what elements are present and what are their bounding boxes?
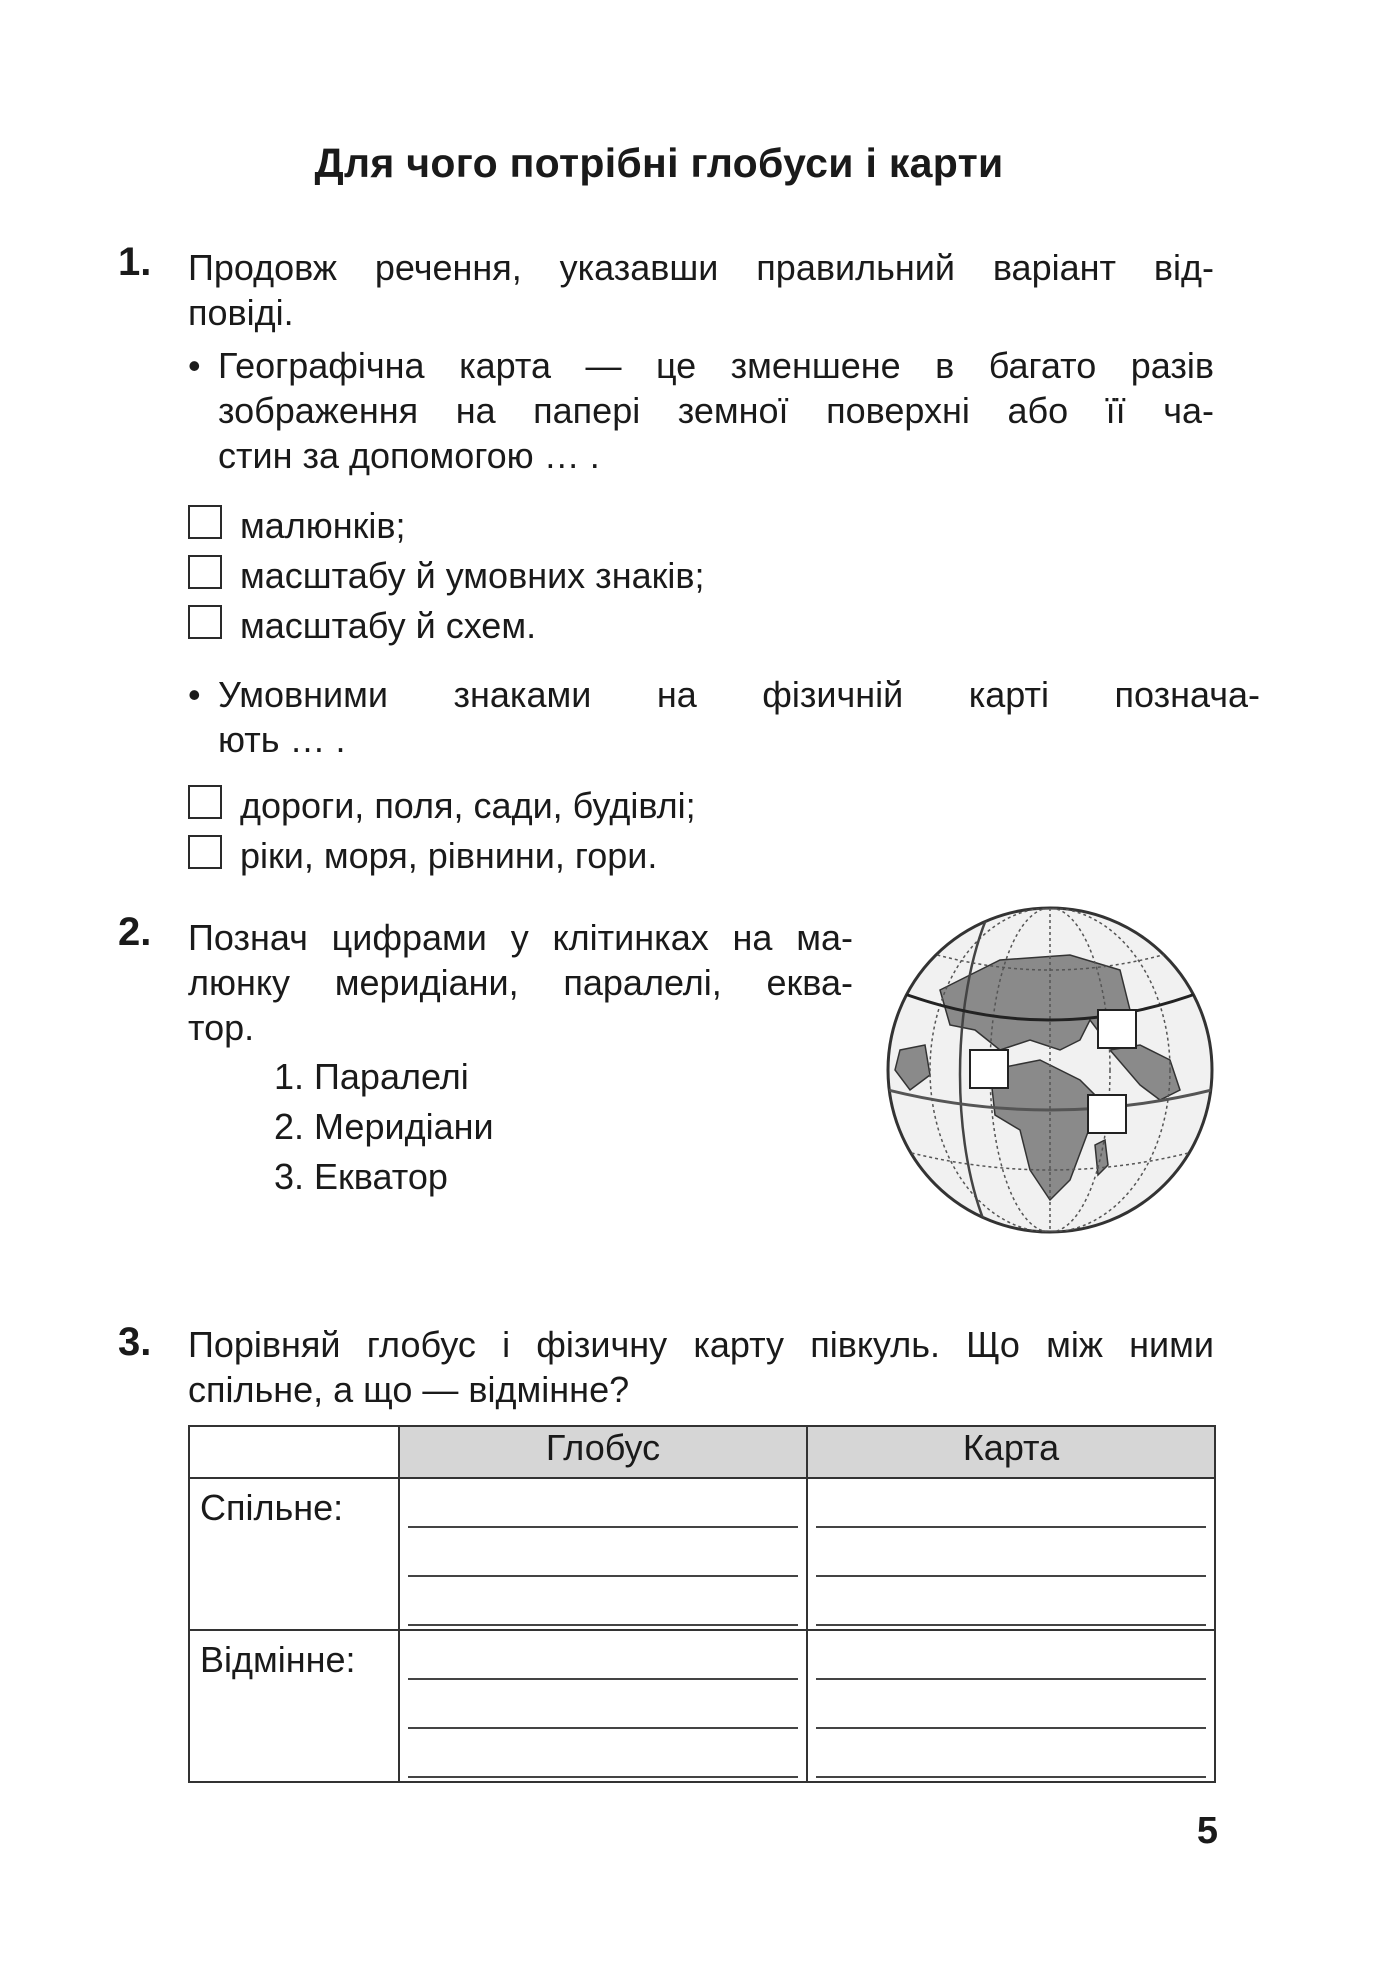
globe-label-box-3[interactable]: [1088, 1095, 1126, 1133]
option-label-3: масштабу й схем.: [240, 605, 537, 646]
question-3-number: 3.: [118, 1320, 152, 1364]
legend-item-parallels: 1. Паралелі: [274, 1056, 469, 1097]
option-checkbox-3[interactable]: [188, 605, 222, 639]
globe-label-box-2[interactable]: [1098, 1010, 1136, 1048]
option-checkbox-2[interactable]: [188, 555, 222, 589]
option-checkbox-4[interactable]: [188, 785, 222, 819]
table-header-globe: Глобус: [399, 1426, 807, 1478]
question-1-number: 1.: [118, 240, 152, 284]
table-header-empty: [189, 1426, 399, 1478]
option-label-4: дороги, поля, сади, будівлі;: [240, 785, 696, 826]
option-checkbox-1[interactable]: [188, 505, 222, 539]
question-1-instruction-line2: повіді.: [188, 292, 294, 333]
question-1-instruction-line1: Продовж речення, указавши правильний варіант від-: [188, 247, 1214, 288]
table-row-label-different: Відмінне:: [189, 1630, 399, 1782]
globe-label-box-1[interactable]: [970, 1050, 1008, 1088]
globe-illustration: [880, 900, 1220, 1240]
bullet-2: •: [188, 674, 201, 715]
answer-cell-different-map[interactable]: [807, 1630, 1215, 1782]
page-title: Для чого потрібні глобуси і карти: [314, 140, 1004, 186]
bullet-1: •: [188, 345, 201, 386]
page-number: 5: [1196, 1810, 1218, 1852]
option-checkbox-5[interactable]: [188, 835, 222, 869]
option-label-1: малюнків;: [240, 505, 406, 546]
table-header-map: Карта: [807, 1426, 1215, 1478]
answer-cell-common-globe[interactable]: [399, 1478, 807, 1630]
table-row-label-common: Спільне:: [189, 1478, 399, 1630]
comparison-table: [188, 1425, 1216, 1783]
legend-item-meridians: 2. Меридіани: [274, 1106, 494, 1147]
option-label-2: масштабу й умовних знаків;: [240, 555, 705, 596]
answer-cell-common-map[interactable]: [807, 1478, 1215, 1630]
answer-cell-different-globe[interactable]: [399, 1630, 807, 1782]
question-2-number: 2.: [118, 910, 152, 954]
legend-item-equator: 3. Екватор: [274, 1156, 448, 1197]
option-label-5: ріки, моря, рівнини, гори.: [240, 835, 658, 876]
